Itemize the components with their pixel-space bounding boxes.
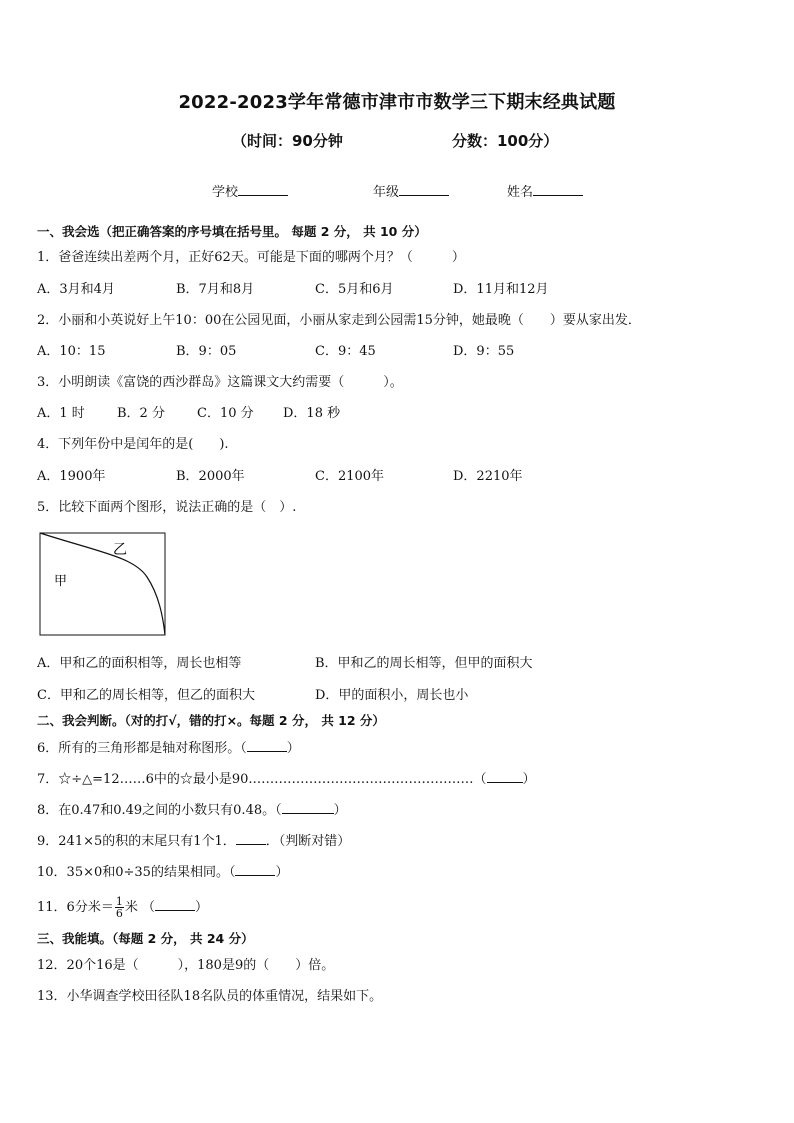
figure-label-jia: 甲 bbox=[54, 574, 68, 589]
q8-text: 8．在0.47和0.49之间的小数只有0.48。（ bbox=[37, 803, 282, 818]
q4-option-c[interactable]: C．2100年 bbox=[315, 469, 385, 484]
q9-suffix: ．（判断对错） bbox=[265, 834, 351, 849]
q5-option-d[interactable]: D．甲的面积小，周长也小 bbox=[315, 688, 469, 703]
school-field[interactable] bbox=[212, 181, 288, 200]
name-blank[interactable] bbox=[533, 181, 583, 196]
q1-option-c[interactable]: C．5月和6月 bbox=[315, 282, 394, 297]
question-13: 13．小华调查学校田径队18名队员的体重情况，结果如下。 bbox=[37, 989, 383, 1004]
q4-option-d[interactable]: D．2210年 bbox=[453, 469, 523, 484]
q11-answer-blank[interactable] bbox=[155, 898, 195, 911]
question-8 bbox=[37, 801, 347, 819]
question-4-stem: 4．下列年份中是闰年的是( ). bbox=[37, 437, 229, 452]
q11-unit: 米 （ bbox=[124, 900, 155, 915]
school-blank[interactable] bbox=[238, 181, 288, 196]
q4-option-a[interactable]: A．1900年 bbox=[37, 469, 106, 484]
q10-close: ） bbox=[275, 865, 289, 880]
q8-close: ） bbox=[333, 803, 347, 818]
q5-shape-figure bbox=[39, 532, 169, 638]
q2-option-a[interactable]: A．10：15 bbox=[37, 344, 106, 359]
q9-text: 9．241×5的积的末尾只有1个1． bbox=[37, 834, 236, 849]
q1-option-b[interactable]: B．7月和8月 bbox=[176, 282, 255, 297]
q4-option-b[interactable]: B．2000年 bbox=[176, 469, 245, 484]
q3-option-b[interactable]: B．2 分 bbox=[117, 406, 165, 421]
question-3-stem: 3．小明朗读《富饶的西沙群岛》这篇课文大约需要（ ）。 bbox=[37, 375, 403, 390]
q2-option-c[interactable]: C．9：45 bbox=[315, 344, 376, 359]
question-11 bbox=[37, 894, 208, 922]
q8-answer-blank[interactable] bbox=[282, 801, 334, 814]
q10-answer-blank[interactable] bbox=[235, 863, 275, 876]
q3-option-d[interactable]: D．18 秒 bbox=[283, 406, 341, 421]
q5-option-c[interactable]: C．甲和乙的周长相等，但乙的面积大 bbox=[37, 688, 255, 703]
question-1-stem: 1．爸爸连续出差两个月，正好62天。可能是下面的哪两个月？（ ） bbox=[37, 250, 465, 265]
exam-score: 分数：100分） bbox=[452, 132, 559, 150]
q10-text: 10．35×0和0÷35的结果相同。（ bbox=[37, 865, 236, 880]
section-3-heading: 三、我能填。（每题 2 分， 共 24 分） bbox=[37, 931, 254, 946]
q1-option-a[interactable]: A．3月和4月 bbox=[37, 282, 115, 297]
question-10 bbox=[37, 863, 288, 881]
q6-answer-blank[interactable] bbox=[247, 739, 287, 752]
question-5-stem: 5．比较下面两个图形，说法正确的是（ ）. bbox=[37, 500, 297, 515]
school-label: 学校 bbox=[212, 185, 239, 200]
question-12: 12．20个16是（ ），180是9的（ ）倍。 bbox=[37, 958, 335, 973]
q5-option-a[interactable]: A．甲和乙的面积相等，周长也相等 bbox=[37, 656, 242, 671]
q2-option-d[interactable]: D．9：55 bbox=[453, 344, 515, 359]
question-2-stem: 2．小丽和小英说好上午10：00在公园见面，小丽从家走到公园需15分钟，她最晚（ ）要从家出发． bbox=[37, 313, 641, 328]
section-1-heading: 一、我会选（把正确答案的序号填在括号里。 每题 2 分， 共 10 分） bbox=[37, 224, 427, 239]
q11-close: ） bbox=[194, 900, 208, 915]
question-7 bbox=[37, 770, 536, 788]
q11-text: 11．6分米＝ bbox=[37, 900, 114, 915]
name-field[interactable] bbox=[507, 181, 583, 200]
q6-text: 6．所有的三角形都是轴对称图形。（ bbox=[37, 741, 247, 756]
page-title: 2022-2023学年常德市津市市数学三下期末经典试题 bbox=[178, 92, 616, 113]
grade-blank[interactable] bbox=[399, 181, 449, 196]
figure-label-yi: 乙 bbox=[113, 542, 127, 558]
question-6 bbox=[37, 739, 300, 757]
q11-numerator: 1 bbox=[115, 895, 123, 908]
q3-option-a[interactable]: A．1 时 bbox=[37, 406, 85, 421]
q9-answer-blank[interactable] bbox=[236, 832, 266, 845]
q7-answer-blank[interactable] bbox=[487, 770, 523, 783]
question-9 bbox=[37, 832, 350, 850]
exam-time: （时间：90分钟 bbox=[232, 132, 343, 150]
q11-fraction bbox=[115, 896, 124, 919]
name-label: 姓名 bbox=[507, 185, 534, 200]
q7-close: ） bbox=[522, 772, 536, 787]
q7-text: 7．☆÷△=12……6中的☆最小是90.……………………………………………（ bbox=[37, 772, 487, 787]
q1-option-d[interactable]: D．11月和12月 bbox=[453, 282, 549, 297]
grade-field[interactable] bbox=[373, 181, 449, 200]
q2-option-b[interactable]: B．9：05 bbox=[176, 344, 237, 359]
q11-denominator: 6 bbox=[115, 907, 123, 920]
q3-option-c[interactable]: C．10 分 bbox=[197, 406, 254, 421]
q6-close: ） bbox=[286, 741, 300, 756]
section-2-heading: 二、我会判断。（对的打√，错的打×。每题 2 分， 共 12 分） bbox=[37, 713, 385, 728]
grade-label: 年级 bbox=[373, 185, 400, 200]
q5-option-b[interactable]: B．甲和乙的周长相等，但甲的面积大 bbox=[315, 656, 533, 671]
